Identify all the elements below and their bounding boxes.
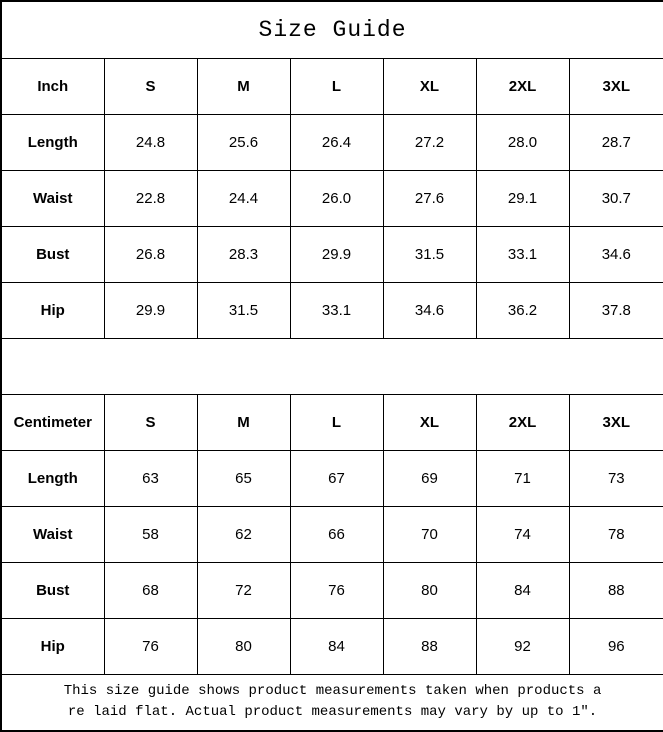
measure-label-hip: Hip xyxy=(1,618,104,674)
measure-value: 29.9 xyxy=(104,282,197,338)
measure-value: 76 xyxy=(290,562,383,618)
measure-value: 73 xyxy=(569,450,663,506)
measure-value: 34.6 xyxy=(569,226,663,282)
measure-value: 80 xyxy=(383,562,476,618)
measure-value: 84 xyxy=(290,618,383,674)
measure-value: 58 xyxy=(104,506,197,562)
measure-label-bust: Bust xyxy=(1,226,104,282)
footer-note-line1: This size guide shows product measurements taken when products a xyxy=(63,682,602,699)
measure-value: 96 xyxy=(569,618,663,674)
spacer-cell xyxy=(1,338,663,394)
measure-value: 33.1 xyxy=(290,282,383,338)
title-row xyxy=(1,1,663,58)
measure-value: 26.8 xyxy=(104,226,197,282)
size-header-m: M xyxy=(197,394,290,450)
measure-value: 30.7 xyxy=(569,170,663,226)
measure-value: 26.0 xyxy=(290,170,383,226)
measure-value: 27.2 xyxy=(383,114,476,170)
size-header-3xl: 3XL xyxy=(569,394,663,450)
unit-header-centimeter: Centimeter xyxy=(1,394,104,450)
size-header-m: M xyxy=(197,58,290,114)
measure-value: 22.8 xyxy=(104,170,197,226)
size-header-s: S xyxy=(104,58,197,114)
table-row xyxy=(1,506,663,562)
measure-value: 80 xyxy=(197,618,290,674)
measure-value: 88 xyxy=(383,618,476,674)
measure-label-waist: Waist xyxy=(1,170,104,226)
measure-value: 33.1 xyxy=(476,226,569,282)
measure-value: 27.6 xyxy=(383,170,476,226)
size-header-3xl: 3XL xyxy=(569,58,663,114)
measure-value: 28.7 xyxy=(569,114,663,170)
measure-label-waist: Waist xyxy=(1,506,104,562)
measure-value: 70 xyxy=(383,506,476,562)
measure-value: 29.1 xyxy=(476,170,569,226)
measure-value: 88 xyxy=(569,562,663,618)
measure-value: 31.5 xyxy=(383,226,476,282)
measure-value: 65 xyxy=(197,450,290,506)
table-row xyxy=(1,226,663,282)
measure-value: 78 xyxy=(569,506,663,562)
measure-value: 72 xyxy=(197,562,290,618)
size-header-2xl: 2XL xyxy=(476,394,569,450)
measure-label-hip: Hip xyxy=(1,282,104,338)
size-header-2xl: 2XL xyxy=(476,58,569,114)
measure-label-length: Length xyxy=(1,114,104,170)
measure-value: 69 xyxy=(383,450,476,506)
inch-header-row xyxy=(1,58,663,114)
measure-value: 37.8 xyxy=(569,282,663,338)
measure-value: 31.5 xyxy=(197,282,290,338)
measure-value: 84 xyxy=(476,562,569,618)
spacer-row xyxy=(1,338,663,394)
measure-label-length: Length xyxy=(1,450,104,506)
table-row xyxy=(1,170,663,226)
size-header-xl: XL xyxy=(383,394,476,450)
measure-value: 71 xyxy=(476,450,569,506)
size-header-l: L xyxy=(290,58,383,114)
table-row xyxy=(1,618,663,674)
measure-value: 28.3 xyxy=(197,226,290,282)
table-row xyxy=(1,282,663,338)
page-title: Size Guide xyxy=(1,1,663,58)
measure-value: 67 xyxy=(290,450,383,506)
footer-note-line2: re laid flat. Actual product measurements may vary by up to 1″. xyxy=(67,704,598,721)
measure-value: 76 xyxy=(104,618,197,674)
measure-value: 25.6 xyxy=(197,114,290,170)
table-row xyxy=(1,450,663,506)
measure-value: 29.9 xyxy=(290,226,383,282)
measure-value: 34.6 xyxy=(383,282,476,338)
size-header-xl: XL xyxy=(383,58,476,114)
footer-note xyxy=(1,674,663,731)
measure-value: 74 xyxy=(476,506,569,562)
size-header-s: S xyxy=(104,394,197,450)
centimeter-header-row xyxy=(1,394,663,450)
measure-value: 92 xyxy=(476,618,569,674)
footer-row xyxy=(1,674,663,731)
measure-value: 24.8 xyxy=(104,114,197,170)
measure-value: 36.2 xyxy=(476,282,569,338)
measure-label-bust: Bust xyxy=(1,562,104,618)
measure-value: 24.4 xyxy=(197,170,290,226)
table-row xyxy=(1,562,663,618)
unit-header-inch: Inch xyxy=(1,58,104,114)
measure-value: 26.4 xyxy=(290,114,383,170)
measure-value: 63 xyxy=(104,450,197,506)
size-header-l: L xyxy=(290,394,383,450)
measure-value: 68 xyxy=(104,562,197,618)
measure-value: 66 xyxy=(290,506,383,562)
table-row xyxy=(1,114,663,170)
measure-value: 28.0 xyxy=(476,114,569,170)
measure-value: 62 xyxy=(197,506,290,562)
